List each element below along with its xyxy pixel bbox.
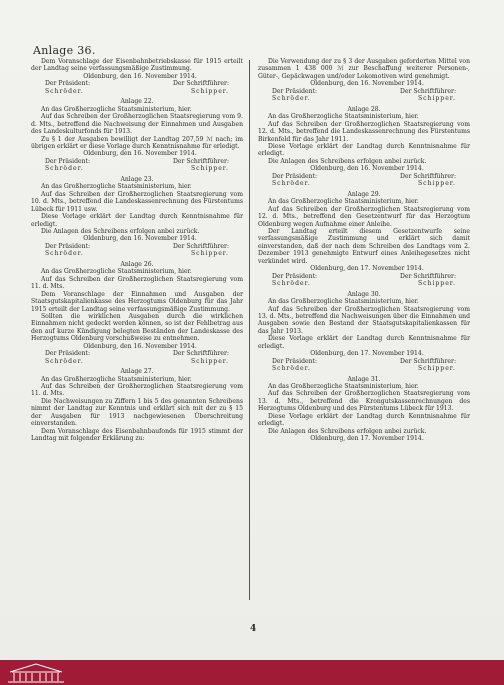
signature-names	[258, 95, 470, 102]
section-title: Anlage 30.	[347, 290, 381, 298]
signature-roles	[258, 88, 470, 95]
paragraph: Dem Voranschlage des Eisenbahnbaufonds für 1915 stimmt der Landtag mit folgender Erklärung zu:	[31, 427, 243, 443]
signature-names	[31, 88, 243, 95]
column-divider	[249, 60, 250, 600]
paragraph: Auf das Schreiben der Großherzoglichen Staatsregierung vom 12. d. Mts., betreffend die Landeskassenrechnung des Fürstentums Birkenfeld für das Jahr 1911.	[258, 120, 470, 143]
signature-roles	[258, 358, 470, 365]
address-line: An das Großherzogliche Staatsministerium, hier.	[268, 198, 419, 206]
section-title: Anlage 27.	[120, 368, 154, 376]
address-line: An das Großherzogliche Staatsministerium, hier.	[41, 105, 192, 113]
name-secretary: Schipper.	[190, 165, 229, 173]
paragraph: Auf das Schreiben der Großherzoglichen Staatsregierung vom 10. d. Mts., betreffend die Landeskassenrechnung des Fürstentums Lübeck für 1911 usw.	[31, 190, 243, 213]
address-line: An das Großherzogliche Staatsministerium, hier.	[41, 375, 192, 383]
address-line: An das Großherzogliche Staatsministerium, hier.	[268, 298, 419, 306]
paragraph: Dem Voranschlage der Eisenbahnbetriebskasse für 1915 erteilt der Landtag seine verfassungsmäßige Zustimmung.	[31, 58, 243, 73]
role-secretary: Der Schriftführer:	[172, 157, 229, 165]
signature-roles	[31, 350, 243, 357]
paragraph: Auf das Schreiben der Großherzoglichen Staatsregierung vom 11. d. Mts.	[31, 275, 243, 291]
role-secretary: Der Schriftführer:	[399, 357, 456, 365]
section-title: Anlage 28.	[347, 105, 381, 113]
role-president: Der Präsident:	[272, 272, 317, 280]
date-line: Oldenburg, den 16. November 1914.	[83, 72, 197, 80]
left-column	[31, 58, 243, 443]
address-line: An das Großherzogliche Staatsministerium, hier.	[268, 113, 419, 121]
section-title: Anlage 22.	[120, 98, 154, 106]
paragraph: Auf das Schreiben der Großherzoglichen Staatsregierung vom 12. d. Mts., betreffend den Gesetzentwurf für das Herzogtum Oldenburg wegen Aufnahme einer Anleihe.	[258, 205, 470, 228]
signature-roles	[258, 173, 470, 180]
paragraph: Auf das Schreiben der Großherzoglichen Staatsregierung vom 9. d. Mts., betreffend die Nachweisung der Einnahmen und Ausgaben des Landeskulturfonds für 1913.	[31, 113, 243, 136]
name-president: Schröder.	[45, 357, 84, 365]
role-president: Der Präsident:	[45, 242, 90, 250]
name-president: Schröder.	[272, 180, 311, 188]
name-president: Schröder.	[45, 165, 84, 173]
role-president: Der Präsident:	[272, 87, 317, 95]
date-line: Oldenburg, den 16. November 1914.	[83, 150, 197, 158]
name-secretary: Schipper.	[190, 250, 229, 258]
paragraph: Zu § 1 der Ausgaben bewilligt der Landtag 207,59 ℳ nach; im übrigen erklärt er diese Vorlage durch Kenntnisnahme für erledigt.	[31, 135, 243, 150]
role-president: Der Präsident:	[272, 172, 317, 180]
section-title: Anlage 26.	[120, 260, 154, 268]
role-president: Der Präsident:	[45, 157, 90, 165]
paragraph: Diese Vorlage erklärt der Landtag durch Kenntnisnahme für erledigt.	[31, 213, 243, 228]
signature-roles	[31, 243, 243, 250]
paragraph: Die Verwendung der zu § 3 der Ausgaben geforderten Mittel von zusammen 1 438 000 ℳ zur Beschaffung weiterer Personen-, Güter-, Gepäckwagen und/oder Lokomotiven wird genehmigt.	[258, 58, 470, 80]
paragraph: Die Anlagen des Schreibens erfolgen anbei zurück.	[268, 427, 427, 435]
name-president: Schröder.	[272, 365, 311, 373]
role-secretary: Der Schriftführer:	[399, 87, 456, 95]
role-secretary: Der Schriftführer:	[172, 350, 229, 358]
date-line: Oldenburg, den 16. November 1914.	[83, 235, 197, 243]
signature-names	[258, 180, 470, 187]
library-building-icon	[6, 662, 66, 684]
paragraph: Auf das Schreiben der Großherzoglichen Staatsregierung vom 11. d. Mts.	[31, 383, 243, 398]
paragraph: Auf das Schreiben der Großherzoglichen Staatsregierung vom 13. d. Mts., betreffend die Krongutskassenrechnungen des Herzogtums Oldenburg und des Fürstentums Lübeck für 1913.	[258, 390, 470, 413]
name-president: Schröder.	[272, 280, 311, 288]
name-secretary: Schipper.	[190, 357, 229, 365]
paragraph: Sollten die wirklichen Ausgaben durch die wirklichen Einnahmen nicht gedeckt werden können, so ist der Fehlbetrag aus den auf kurze Kündigung belegten Beständen der Landeskasse des Herzogtums Oldenburg vorschußweise zu entnehmen.	[31, 312, 243, 343]
role-secretary: Der Schriftführer:	[172, 80, 229, 88]
role-president: Der Präsident:	[45, 350, 90, 358]
signature-roles	[31, 158, 243, 165]
signature-names	[31, 250, 243, 257]
section-title: Anlage 23.	[120, 175, 154, 183]
role-secretary: Der Schriftführer:	[399, 172, 456, 180]
signature-roles	[31, 80, 243, 87]
paragraph: Diese Vorlage erklärt der Landtag durch Kenntnisnahme für erledigt.	[258, 412, 470, 428]
date-line: Oldenburg, den 16. November 1914.	[83, 342, 197, 350]
role-president: Der Präsident:	[45, 80, 90, 88]
paragraph: Die Nachweisungen zu Ziffern 1 bis 5 des genannten Schreibens nimmt der Landtag zur Kenntnis und erklärt sich mit der zu § 15 der Ausgaben für 1913 nachgewiesenen Überschreitung einverstanden.	[31, 397, 243, 428]
role-secretary: Der Schriftführer:	[399, 272, 456, 280]
date-line: Oldenburg, den 16. November 1914.	[310, 165, 424, 173]
address-line: An das Großherzogliche Staatsministerium, hier.	[268, 383, 419, 391]
page-number: 4	[250, 624, 257, 634]
right-column	[258, 58, 470, 443]
name-president: Schröder.	[272, 95, 311, 103]
paragraph: Der Landtag erteilt diesem Gesetzentwurfe seine verfassungsmäßige Zustimmung und erklärt sich damit einverstanden, daß der nach dem Schreiben des Landtags vom 2. Dezember 1913 genehmigte Entwurf eines Anleihegesetzes nicht verkündet wird.	[258, 227, 470, 265]
name-secretary: Schipper.	[417, 180, 456, 188]
date-line: Oldenburg, den 17. November 1914.	[310, 350, 424, 358]
paragraph: Die Anlagen des Schreibens erfolgen anbei zurück.	[268, 157, 427, 165]
date-line: Oldenburg, den 16. November 1914.	[310, 80, 424, 88]
name-president: Schröder.	[45, 87, 84, 95]
footer-bar	[0, 660, 504, 685]
signature-names	[31, 358, 243, 365]
signature-names	[258, 365, 470, 372]
paragraph: Dem Voranschlage der Einnahmen und Ausgaben der Staatsgutskapitalienkasse des Herzogtums Oldenburg für das Jahr 1915 erteilt der Landtag seine verfassungsmäßige Zustimmung.	[31, 290, 243, 313]
paragraph: Diese Vorlage erklärt der Landtag durch Kenntnisnahme für erledigt.	[258, 142, 470, 158]
address-line: An das Großherzogliche Staatsministerium, hier.	[41, 183, 192, 191]
section-title: Anlage 29.	[347, 190, 381, 198]
name-secretary: Schipper.	[190, 87, 229, 95]
date-line: Oldenburg, den 17. November 1914.	[310, 435, 424, 443]
name-secretary: Schipper.	[417, 280, 456, 288]
name-president: Schröder.	[45, 250, 84, 258]
paragraph: Auf das Schreiben der Großherzoglichen Staatsregierung vom 13. d. Mts., betreffend die Nachweisungen über die Einnahmen und Ausgaben sowie den Bestand der Staatsgutskapitalienkassen für das Jahr 1913.	[258, 305, 470, 335]
address-line: An das Großherzogliche Staatsministerium, hier.	[41, 268, 192, 276]
signature-roles	[258, 273, 470, 280]
signature-names	[31, 165, 243, 172]
name-secretary: Schipper.	[417, 95, 456, 103]
paragraph: Die Anlagen des Schreibens erfolgen anbei zurück.	[41, 227, 200, 235]
paragraph: Diese Vorlage erklärt der Landtag durch Kenntnisnahme für erledigt.	[258, 335, 470, 350]
page-header: Anlage 36.	[33, 44, 96, 57]
role-president: Der Präsident:	[272, 357, 317, 365]
role-secretary: Der Schriftführer:	[172, 242, 229, 250]
signature-names	[258, 280, 470, 287]
date-line: Oldenburg, den 17. November 1914.	[310, 265, 424, 273]
name-secretary: Schipper.	[417, 365, 456, 373]
section-title: Anlage 31.	[347, 375, 381, 383]
